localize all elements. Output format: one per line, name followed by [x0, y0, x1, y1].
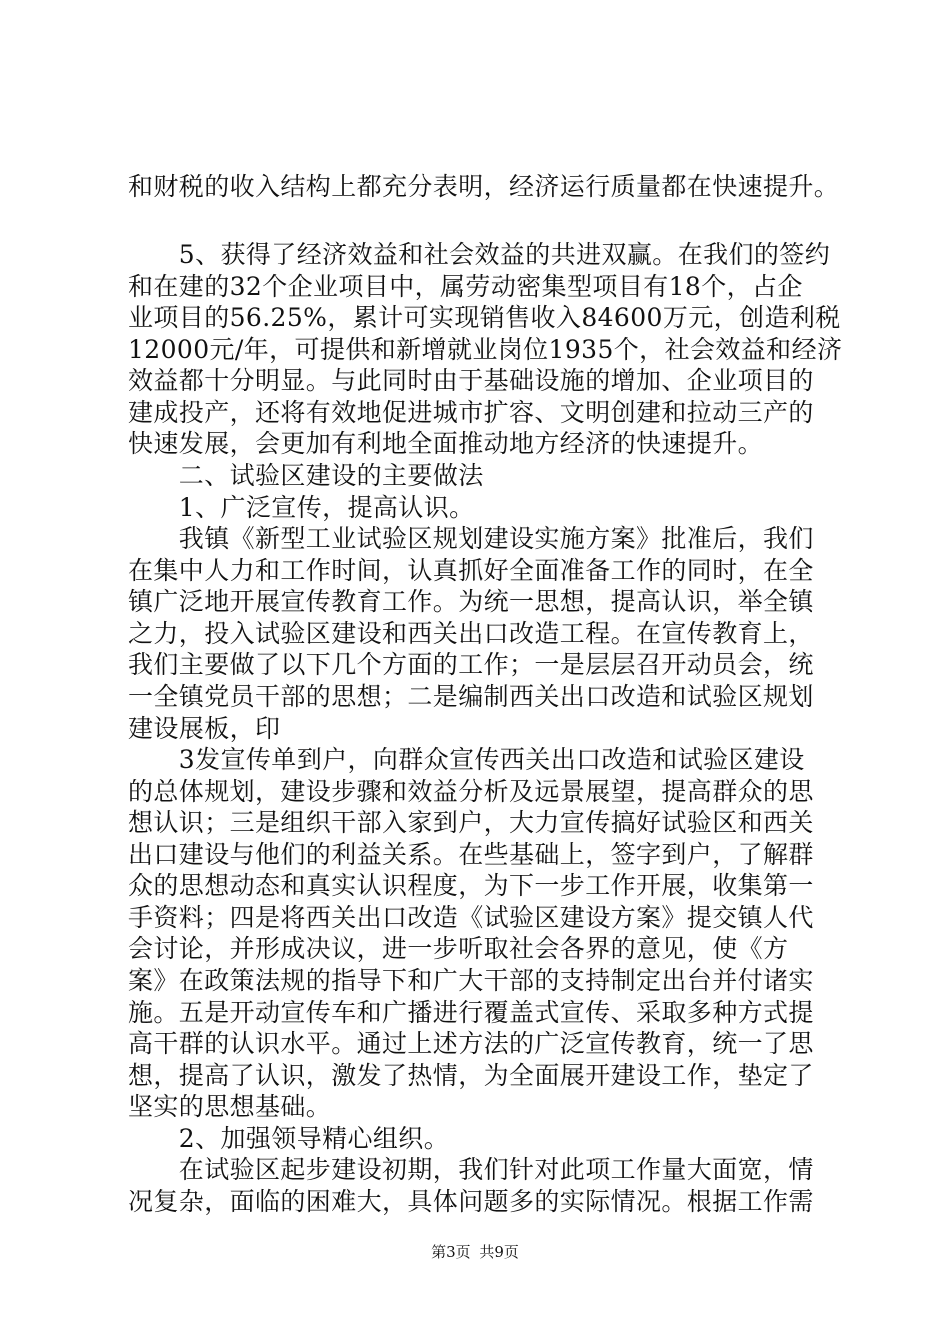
- paragraph-line: 坚实的思想基础。: [128, 1092, 332, 1121]
- paragraph-line: 众的思想动态和真实认识程度，为下一步工作开展，收集第一: [128, 871, 814, 900]
- paragraph-line: 12000元/年，可提供和新增就业岗位1935个，社会效益和经济: [128, 335, 843, 364]
- paragraph-line: 出口建设与他们的利益关系。在些基础上，签字到户，了解群: [128, 840, 814, 869]
- page-footer: [0, 1242, 950, 1262]
- paragraph-line: 和财税的收入结构上都充分表明，经济运行质量都在快速提升。: [128, 172, 840, 201]
- page-total: 共9页: [479, 1243, 519, 1261]
- page-number: 第3页: [431, 1243, 471, 1261]
- paragraph-line: 3发宣传单到户，向群众宣传西关出口改造和试验区建设: [128, 745, 805, 774]
- paragraph-line: 我们主要做了以下几个方面的工作；一是层层召开动员会，统: [128, 650, 814, 679]
- paragraph-line: 想认识；三是组织干部入家到户，大力宣传搞好试验区和西关: [128, 808, 814, 837]
- paragraph-line: 1、广泛宣传，提高认识。: [128, 493, 475, 522]
- paragraph-line: 会讨论，并形成决议，进一步听取社会各界的意见，使《方: [128, 934, 789, 963]
- paragraph-line: 想，提高了认识，激发了热情，为全面展开建设工作，垫定了: [128, 1061, 814, 1090]
- paragraph-line: 在试验区起步建设初期，我们针对此项工作量大面宽，情: [128, 1155, 814, 1184]
- paragraph-line: 一全镇党员干部的思想；二是编制西关出口改造和试验区规划: [128, 682, 814, 711]
- paragraph-line: 高干群的认识水平。通过上述方法的广泛宣传教育，统一了思: [128, 1029, 814, 1058]
- paragraph-line: 建设展板，印: [128, 714, 281, 743]
- paragraph-line: 效益都十分明显。与此同时由于基础设施的增加、企业项目的: [128, 366, 814, 395]
- paragraph-line: 业项目的56.25%，累计可实现销售收入84600万元，创造利税: [128, 303, 841, 332]
- paragraph-line: 2、加强领导精心组织。: [128, 1124, 450, 1153]
- paragraph-line: 5、获得了经济效益和社会效益的共进双赢。在我们的签约: [128, 240, 831, 269]
- paragraph-line: 我镇《新型工业试验区规划建设实施方案》批准后，我们: [128, 524, 814, 553]
- paragraph-line: 案》在政策法规的指导下和广大干部的支持制定出台并付诸实: [128, 966, 814, 995]
- paragraph-line: 手资料；四是将西关出口改造《试验区建设方案》提交镇人代: [128, 903, 814, 932]
- paragraph-line: 的总体规划，建设步骤和效益分析及远景展望，提高群众的思: [128, 777, 814, 806]
- paragraph-line: 在集中人力和工作时间，认真抓好全面准备工作的同时，在全: [128, 556, 814, 585]
- paragraph-line: 施。五是开动宣传车和广播进行覆盖式宣传、采取多种方式提: [128, 998, 814, 1027]
- paragraph-line: 建成投产，还将有效地促进城市扩容、文明创建和拉动三产的: [128, 398, 814, 427]
- paragraph-line: 况复杂，面临的困难大，具体问题多的实际情况。根据工作需: [128, 1187, 814, 1216]
- paragraph-line: 快速发展，会更加有利地全面推动地方经济的快速提升。: [128, 429, 764, 458]
- paragraph-line: 之力，投入试验区建设和西关出口改造工程。在宣传教育上，: [128, 619, 814, 648]
- paragraph-line: 和在建的32个企业项目中，属劳动密集型项目有18个，占企: [128, 272, 803, 301]
- paragraph-line: 二、试验区建设的主要做法: [128, 461, 484, 490]
- paragraph-line: 镇广泛地开展宣传教育工作。为统一思想，提高认识，举全镇: [128, 587, 814, 616]
